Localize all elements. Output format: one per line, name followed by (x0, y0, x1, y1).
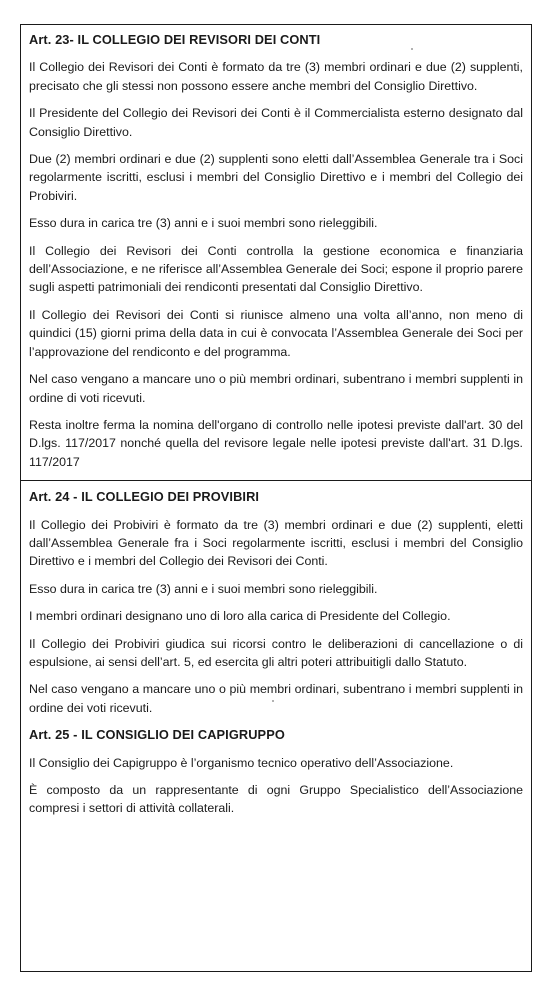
paragraph: Il Collegio dei Revisori dei Conti si riunisce almeno una volta all’anno, non meno di quindici (15) giorni prima della data in cui è convocata l’Assemblea Generale dei Soci per l’approvazione del rendiconto e del programma. (29, 307, 523, 359)
section-heading: Art. 23- IL COLLEGIO DEI REVISORI DEI CONTI (29, 32, 321, 47)
paragraph: Esso dura in carica tre (3) anni e i suoi membri sono rieleggibili. (29, 581, 378, 596)
section-heading: Art. 24 - IL COLLEGIO DEI PROVIBIRI (29, 489, 260, 505)
section-divider (21, 480, 531, 481)
scan-speck (272, 700, 274, 702)
paragraph: Il Collegio dei Probiviri giudica sui ricorsi contro le deliberazioni di cancellazione o di espulsione, ai sensi dell’art. 5, ed esercita gli altri poteri attribuitigli dallo Statuto. (29, 636, 523, 669)
paragraph: Nel caso vengano a mancare uno o più membri ordinari, subentrano i membri supplenti in ordine dei voti ricevuti. (29, 682, 523, 715)
paragraph: Il Collegio dei Probiviri è formato da tre (3) membri ordinari e due (2) supplenti, eletti dall’Assemblea Generale fra i Soci regolarmente iscritti, esclusi i membri del Consiglio Direttivo e i membri del Collegio dei Revisori dei Conti. (29, 517, 523, 569)
section-heading: Art. 25 - IL CONSIGLIO DEI CAPIGRUPPO (29, 727, 285, 743)
paragraph: Il Presidente del Collegio dei Revisori dei Conti è il Commercialista esterno designato dal Consiglio Direttivo. (29, 106, 523, 139)
paragraph: I membri ordinari designano uno di loro alla carica di Presidente del Collegio. (29, 609, 451, 624)
section-art-23 (29, 31, 523, 471)
paragraph: Il Collegio dei Revisori dei Conti è formato da tre (3) membri ordinari e due (2) supplenti, precisato che gli stessi non possono essere anche membri del Consiglio Direttivo. (29, 60, 523, 93)
paragraph: Il Consiglio dei Capigruppo è l’organismo tecnico operativo dell’Associazione. (29, 755, 454, 770)
paragraph: Il Collegio dei Revisori dei Conti controlla la gestione economica e finanziaria dell’Associazione, e ne riferisce all’Assemblea Generale dei Soci; espone il proprio parere sugli aspetti patrimoniali dei rendiconti presentati dal Consiglio Direttivo. (29, 243, 523, 295)
section-art-24 (29, 488, 523, 717)
section-art-25 (29, 726, 523, 818)
document-page (20, 24, 532, 972)
paragraph: Resta inoltre ferma la nomina dell'organo di controllo nelle ipotesi previste dall'art. 30 del D.lgs. 117/2017 nonché quella del revisore legale nelle ipotesi previste dall'art. 31 D.lgs. 117/2017 (29, 417, 523, 469)
scan-speck (411, 48, 413, 50)
paragraph: Due (2) membri ordinari e due (2) supplenti sono eletti dall’Assemblea Generale tra i Soci regolarmente iscritti, esclusi i membri del Consiglio Direttivo e i membri del Collegio dei Probiviri. (29, 152, 523, 203)
paragraph: È composto da un rappresentante di ogni Gruppo Specialistico dell’Associazione compresi i settori di attività collaterali. (29, 783, 523, 816)
paragraph: Nel caso vengano a mancare uno o più membri ordinari, subentrano i membri supplenti in ordine di voti ricevuti. (29, 372, 523, 405)
paragraph: Esso dura in carica tre (3) anni e i suoi membri sono rieleggibili. (29, 216, 378, 231)
